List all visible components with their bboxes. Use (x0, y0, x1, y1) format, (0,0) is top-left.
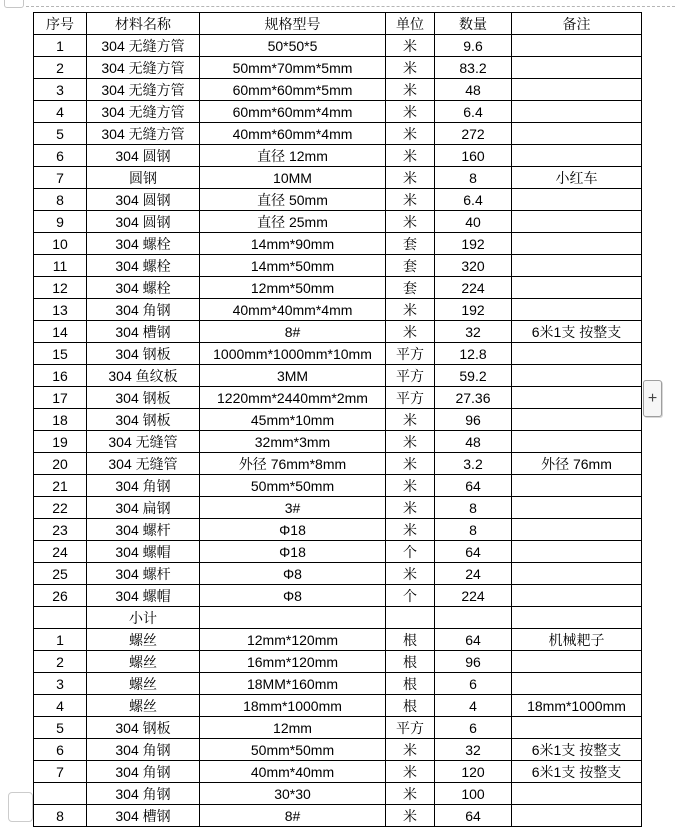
table-cell-material[interactable]: 304 无缝方管 (87, 35, 200, 57)
table-cell-remark[interactable]: 6米1支 按整支 (512, 739, 642, 761)
table-cell-material[interactable]: 304 扁钢 (87, 497, 200, 519)
table-row (34, 321, 642, 343)
col-header-spec[interactable]: 规格型号 (200, 13, 386, 35)
table-cell-unit[interactable]: 米 (386, 805, 435, 827)
table-cell-qty[interactable]: 27.36 (435, 387, 512, 409)
table-cell-unit[interactable]: 根 (386, 651, 435, 673)
table-cell-qty[interactable]: 3.2 (435, 453, 512, 475)
table-cell-unit[interactable]: 米 (386, 519, 435, 541)
table-cell-remark[interactable]: 外径 76mm (512, 453, 642, 475)
table-cell-remark[interactable] (512, 79, 642, 101)
table-cell-qty[interactable]: 6 (435, 717, 512, 739)
table-cell-spec[interactable]: 12mm*50mm (200, 277, 386, 299)
table-cell-material[interactable]: 304 圆钢 (87, 145, 200, 167)
table-row (34, 79, 642, 101)
table-row (34, 255, 642, 277)
table-cell-spec[interactable]: 40mm*40mm*4mm (200, 299, 386, 321)
table-cell-spec[interactable]: 14mm*50mm (200, 255, 386, 277)
table-cell-remark[interactable] (512, 299, 642, 321)
table-cell-unit[interactable]: 米 (386, 123, 435, 145)
table-cell-unit[interactable]: 个 (386, 541, 435, 563)
table-row (34, 585, 642, 607)
table-cell-qty[interactable] (435, 607, 512, 629)
table-cell-material[interactable]: 304 槽钢 (87, 321, 200, 343)
table-cell-index[interactable]: 11 (34, 255, 87, 277)
table-cell-unit[interactable]: 套 (386, 255, 435, 277)
table-cell-unit[interactable]: 米 (386, 211, 435, 233)
table-cell-unit[interactable]: 米 (386, 409, 435, 431)
table-cell-index[interactable]: 26 (34, 585, 87, 607)
table-cell-spec[interactable]: 50mm*50mm (200, 739, 386, 761)
table-cell-index[interactable]: 6 (34, 145, 87, 167)
table-cell-spec[interactable]: 30*30 (200, 783, 386, 805)
table-cell-qty[interactable]: 224 (435, 277, 512, 299)
table-row (34, 475, 642, 497)
table-cell-remark[interactable] (512, 563, 642, 585)
table-cell-index[interactable]: 2 (34, 651, 87, 673)
col-header-index[interactable]: 序号 (34, 13, 87, 35)
table-row (34, 717, 642, 739)
table-cell-spec[interactable]: 直径 25mm (200, 211, 386, 233)
table-cell-material[interactable]: 304 螺栓 (87, 233, 200, 255)
table-cell-spec[interactable]: 18MM*160mm (200, 673, 386, 695)
table-cell-material[interactable]: 304 角钢 (87, 761, 200, 783)
table-row (34, 431, 642, 453)
table-cell-qty[interactable]: 12.8 (435, 343, 512, 365)
table-row (34, 629, 642, 651)
table-cell-remark[interactable] (512, 651, 642, 673)
table-cell-unit[interactable]: 平方 (386, 717, 435, 739)
table-row (34, 57, 642, 79)
table-row (34, 387, 642, 409)
table-row (34, 233, 642, 255)
table-cell-unit[interactable]: 平方 (386, 343, 435, 365)
table-cell-index[interactable]: 25 (34, 563, 87, 585)
table-row (34, 651, 642, 673)
table-cell-index[interactable]: 4 (34, 695, 87, 717)
table-cell-qty[interactable]: 6 (435, 673, 512, 695)
table-cell-remark[interactable] (512, 409, 642, 431)
table-cell-qty[interactable]: 96 (435, 651, 512, 673)
table-cell-index[interactable]: 19 (34, 431, 87, 453)
table-cell-remark[interactable] (512, 673, 642, 695)
table-cell-qty[interactable]: 320 (435, 255, 512, 277)
table-cell-remark[interactable] (512, 541, 642, 563)
table-cell-remark[interactable] (512, 57, 642, 79)
table-cell-index[interactable]: 7 (34, 761, 87, 783)
table-cell-material[interactable]: 304 无缝管 (87, 453, 200, 475)
table-row (34, 541, 642, 563)
materials-table (33, 12, 642, 827)
table-row (34, 761, 642, 783)
table-cell-spec[interactable]: 3MM (200, 365, 386, 387)
table-row (34, 739, 642, 761)
table-cell-material[interactable]: 304 角钢 (87, 299, 200, 321)
table-cell-unit[interactable] (386, 607, 435, 629)
table-cell-material[interactable]: 304 螺帽 (87, 541, 200, 563)
table-cell-material[interactable]: 304 无缝方管 (87, 79, 200, 101)
table-cell-spec[interactable]: 16mm*120mm (200, 651, 386, 673)
table-cell-unit[interactable]: 米 (386, 79, 435, 101)
table-cell-qty[interactable]: 48 (435, 431, 512, 453)
table-cell-material[interactable]: 小计 (87, 607, 200, 629)
table-cell-unit[interactable]: 根 (386, 695, 435, 717)
table-cell-spec[interactable]: 50*50*5 (200, 35, 386, 57)
table-cell-material[interactable]: 304 钢板 (87, 717, 200, 739)
col-header-qty[interactable]: 数量 (435, 13, 512, 35)
table-cell-unit[interactable]: 米 (386, 145, 435, 167)
table-cell-spec[interactable]: 直径 12mm (200, 145, 386, 167)
table-cell-qty[interactable]: 64 (435, 541, 512, 563)
table-cell-index[interactable]: 17 (34, 387, 87, 409)
table-row (34, 145, 642, 167)
table-cell-index[interactable]: 14 (34, 321, 87, 343)
table-cell-index[interactable]: 5 (34, 717, 87, 739)
table-cell-remark[interactable] (512, 277, 642, 299)
table-cell-qty[interactable]: 32 (435, 739, 512, 761)
table-body (34, 35, 642, 827)
table-cell-unit[interactable]: 套 (386, 277, 435, 299)
table-cell-spec[interactable]: 10MM (200, 167, 386, 189)
table-cell-material[interactable]: 304 鱼纹板 (87, 365, 200, 387)
table-cell-material[interactable]: 螺丝 (87, 673, 200, 695)
table-cell-material[interactable]: 304 钢板 (87, 343, 200, 365)
table-cell-spec[interactable]: 50mm*70mm*5mm (200, 57, 386, 79)
table-cell-material[interactable]: 304 螺杆 (87, 519, 200, 541)
table-cell-spec[interactable]: 直径 50mm (200, 189, 386, 211)
table-cell-qty[interactable]: 83.2 (435, 57, 512, 79)
table-handle-icon (4, 0, 24, 8)
table-cell-unit[interactable]: 米 (386, 35, 435, 57)
col-header-material[interactable]: 材料名称 (87, 13, 200, 35)
table-cell-remark[interactable] (512, 607, 642, 629)
table-cell-spec[interactable]: Φ18 (200, 519, 386, 541)
table-cell-qty[interactable]: 224 (435, 585, 512, 607)
table-cell-unit[interactable]: 米 (386, 321, 435, 343)
table-cell-material[interactable]: 304 无缝管 (87, 431, 200, 453)
table-cell-remark[interactable] (512, 233, 642, 255)
table-row (34, 211, 642, 233)
table-cell-material[interactable]: 304 钢板 (87, 387, 200, 409)
table-cell-index[interactable]: 6 (34, 739, 87, 761)
table-cell-material[interactable]: 304 螺杆 (87, 563, 200, 585)
table-cell-spec[interactable]: Φ8 (200, 585, 386, 607)
table-cell-material[interactable]: 304 螺帽 (87, 585, 200, 607)
table-cell-remark[interactable] (512, 101, 642, 123)
table-cell-spec[interactable]: 14mm*90mm (200, 233, 386, 255)
table-cell-material[interactable]: 螺丝 (87, 651, 200, 673)
table-cell-material[interactable]: 304 无缝方管 (87, 57, 200, 79)
table-row (34, 35, 642, 57)
table-cell-remark[interactable] (512, 431, 642, 453)
table-row (34, 101, 642, 123)
table-row (34, 695, 642, 717)
table-cell-index[interactable]: 15 (34, 343, 87, 365)
table-cell-index[interactable]: 23 (34, 519, 87, 541)
table-cell-index[interactable]: 24 (34, 541, 87, 563)
col-header-remark[interactable]: 备注 (512, 13, 642, 35)
table-cell-spec[interactable]: 40mm*40mm (200, 761, 386, 783)
table-cell-unit[interactable]: 米 (386, 167, 435, 189)
table-cell-qty[interactable]: 272 (435, 123, 512, 145)
table-cell-material[interactable]: 螺丝 (87, 695, 200, 717)
table-cell-material[interactable]: 304 角钢 (87, 739, 200, 761)
table-cell-material[interactable]: 304 角钢 (87, 475, 200, 497)
table-row (34, 783, 642, 805)
table-cell-index[interactable]: 20 (34, 453, 87, 475)
table-cell-remark[interactable] (512, 805, 642, 827)
table-cell-qty[interactable]: 64 (435, 475, 512, 497)
table-cell-material[interactable]: 304 无缝方管 (87, 101, 200, 123)
table-cell-spec[interactable]: 40mm*60mm*4mm (200, 123, 386, 145)
table-cell-index[interactable]: 2 (34, 57, 87, 79)
table-cell-unit[interactable]: 米 (386, 57, 435, 79)
table-cell-spec[interactable]: 8# (200, 805, 386, 827)
table-cell-remark[interactable] (512, 475, 642, 497)
table-cell-material[interactable]: 304 圆钢 (87, 211, 200, 233)
bottom-left-corner-mark (8, 792, 33, 822)
table-cell-remark[interactable] (512, 189, 642, 211)
table-cell-remark[interactable]: 6米1支 按整支 (512, 761, 642, 783)
table-cell-remark[interactable] (512, 519, 642, 541)
table-cell-qty[interactable]: 192 (435, 299, 512, 321)
table-row (34, 123, 642, 145)
table-cell-unit[interactable]: 根 (386, 629, 435, 651)
table-cell-index[interactable]: 12 (34, 277, 87, 299)
table-cell-qty[interactable]: 40 (435, 211, 512, 233)
table-cell-spec[interactable]: 外径 76mm*8mm (200, 453, 386, 475)
table-row (34, 409, 642, 431)
table-cell-unit[interactable]: 米 (386, 761, 435, 783)
text-boundary-line (26, 6, 675, 7)
table-cell-material[interactable]: 304 螺栓 (87, 277, 200, 299)
table-row (34, 299, 642, 321)
table-cell-index[interactable]: 5 (34, 123, 87, 145)
table-cell-spec[interactable]: 50mm*50mm (200, 475, 386, 497)
table-cell-index[interactable]: 1 (34, 35, 87, 57)
table-cell-spec[interactable]: 12mm (200, 717, 386, 739)
table-cell-unit[interactable]: 米 (386, 431, 435, 453)
table-row (34, 453, 642, 475)
table-cell-unit[interactable]: 米 (386, 453, 435, 475)
table-row (34, 277, 642, 299)
table-cell-index[interactable]: 21 (34, 475, 87, 497)
table-cell-remark[interactable]: 18mm*1000mm (512, 695, 642, 717)
table-cell-remark[interactable]: 小红车 (512, 167, 642, 189)
table-cell-qty[interactable]: 96 (435, 409, 512, 431)
table-cell-index[interactable] (34, 607, 87, 629)
table-cell-qty[interactable]: 64 (435, 629, 512, 651)
table-cell-unit[interactable]: 平方 (386, 365, 435, 387)
col-header-unit[interactable]: 单位 (386, 13, 435, 35)
table-row (34, 343, 642, 365)
table-cell-index[interactable]: 4 (34, 101, 87, 123)
table-cell-qty[interactable]: 192 (435, 233, 512, 255)
table-cell-spec[interactable]: 3# (200, 497, 386, 519)
table-cell-remark[interactable] (512, 585, 642, 607)
table-cell-unit[interactable]: 米 (386, 783, 435, 805)
table-cell-remark[interactable] (512, 211, 642, 233)
table-cell-qty[interactable]: 64 (435, 805, 512, 827)
table-cell-spec[interactable]: 60mm*60mm*5mm (200, 79, 386, 101)
table-cell-remark[interactable]: 6米1支 按整支 (512, 321, 642, 343)
table-row (34, 607, 642, 629)
table-cell-remark[interactable] (512, 783, 642, 805)
table-cell-spec[interactable]: 18mm*1000mm (200, 695, 386, 717)
table-cell-material[interactable]: 圆钢 (87, 167, 200, 189)
table-cell-index[interactable]: 9 (34, 211, 87, 233)
table-cell-index[interactable]: 7 (34, 167, 87, 189)
table-cell-remark[interactable] (512, 365, 642, 387)
table-row (34, 673, 642, 695)
table-cell-index[interactable]: 3 (34, 673, 87, 695)
table-cell-spec[interactable]: 32mm*3mm (200, 431, 386, 453)
table-cell-material[interactable]: 螺丝 (87, 629, 200, 651)
table-row (34, 167, 642, 189)
table-cell-qty[interactable]: 8 (435, 497, 512, 519)
insert-row-button[interactable]: + (643, 380, 662, 417)
table-cell-remark[interactable] (512, 387, 642, 409)
table-cell-index[interactable]: 3 (34, 79, 87, 101)
table-cell-spec[interactable]: Φ18 (200, 541, 386, 563)
table-cell-qty[interactable]: 9.6 (435, 35, 512, 57)
table-cell-qty[interactable]: 4 (435, 695, 512, 717)
table-cell-material[interactable]: 304 无缝方管 (87, 123, 200, 145)
table-cell-index[interactable]: 8 (34, 805, 87, 827)
table-cell-unit[interactable]: 米 (386, 101, 435, 123)
table-cell-index[interactable]: 8 (34, 189, 87, 211)
table-cell-unit[interactable]: 米 (386, 475, 435, 497)
table-cell-index[interactable]: 13 (34, 299, 87, 321)
table-cell-qty[interactable]: 8 (435, 167, 512, 189)
table-row (34, 365, 642, 387)
table-cell-remark[interactable] (512, 497, 642, 519)
table-cell-index[interactable]: 16 (34, 365, 87, 387)
table-row (34, 497, 642, 519)
table-cell-qty[interactable]: 160 (435, 145, 512, 167)
table-cell-remark[interactable] (512, 123, 642, 145)
table-cell-qty[interactable]: 6.4 (435, 189, 512, 211)
table-cell-material[interactable]: 304 圆钢 (87, 189, 200, 211)
table-cell-index[interactable]: 22 (34, 497, 87, 519)
table-row (34, 563, 642, 585)
table-cell-material[interactable]: 304 螺栓 (87, 255, 200, 277)
table-cell-qty[interactable]: 100 (435, 783, 512, 805)
table-cell-index[interactable] (34, 783, 87, 805)
table-cell-spec[interactable]: 45mm*10mm (200, 409, 386, 431)
table-cell-index[interactable]: 10 (34, 233, 87, 255)
header-row (34, 13, 642, 35)
table-cell-unit[interactable]: 米 (386, 189, 435, 211)
table-cell-index[interactable]: 18 (34, 409, 87, 431)
table-cell-qty[interactable]: 6.4 (435, 101, 512, 123)
table-cell-qty[interactable]: 120 (435, 761, 512, 783)
table-row (34, 519, 642, 541)
table-cell-spec[interactable]: Φ8 (200, 563, 386, 585)
table-cell-spec[interactable]: 60mm*60mm*4mm (200, 101, 386, 123)
table-row (34, 805, 642, 827)
table-cell-qty[interactable]: 32 (435, 321, 512, 343)
table-cell-unit[interactable]: 米 (386, 299, 435, 321)
table-cell-spec[interactable]: 8# (200, 321, 386, 343)
table-row (34, 189, 642, 211)
table-cell-unit[interactable]: 平方 (386, 387, 435, 409)
table-cell-remark[interactable] (512, 717, 642, 739)
table-cell-remark[interactable] (512, 343, 642, 365)
table-cell-spec[interactable]: 1000mm*1000mm*10mm (200, 343, 386, 365)
table-cell-remark[interactable] (512, 35, 642, 57)
table-cell-qty[interactable]: 48 (435, 79, 512, 101)
table-cell-material[interactable]: 304 角钢 (87, 783, 200, 805)
table-cell-index[interactable]: 1 (34, 629, 87, 651)
table-cell-unit[interactable]: 根 (386, 673, 435, 695)
table-cell-spec[interactable]: 12mm*120mm (200, 629, 386, 651)
table-cell-material[interactable]: 304 钢板 (87, 409, 200, 431)
table-cell-qty[interactable]: 24 (435, 563, 512, 585)
table-cell-remark[interactable] (512, 145, 642, 167)
table-cell-unit[interactable]: 米 (386, 497, 435, 519)
table-cell-unit[interactable]: 米 (386, 739, 435, 761)
table-cell-qty[interactable]: 8 (435, 519, 512, 541)
table-cell-material[interactable]: 304 槽钢 (87, 805, 200, 827)
table-cell-spec[interactable] (200, 607, 386, 629)
table-cell-qty[interactable]: 59.2 (435, 365, 512, 387)
table-cell-unit[interactable]: 个 (386, 585, 435, 607)
table-cell-spec[interactable]: 1220mm*2440mm*2mm (200, 387, 386, 409)
table-cell-remark[interactable]: 机械耙子 (512, 629, 642, 651)
table-cell-unit[interactable]: 米 (386, 563, 435, 585)
table-cell-remark[interactable] (512, 255, 642, 277)
table-cell-unit[interactable]: 套 (386, 233, 435, 255)
